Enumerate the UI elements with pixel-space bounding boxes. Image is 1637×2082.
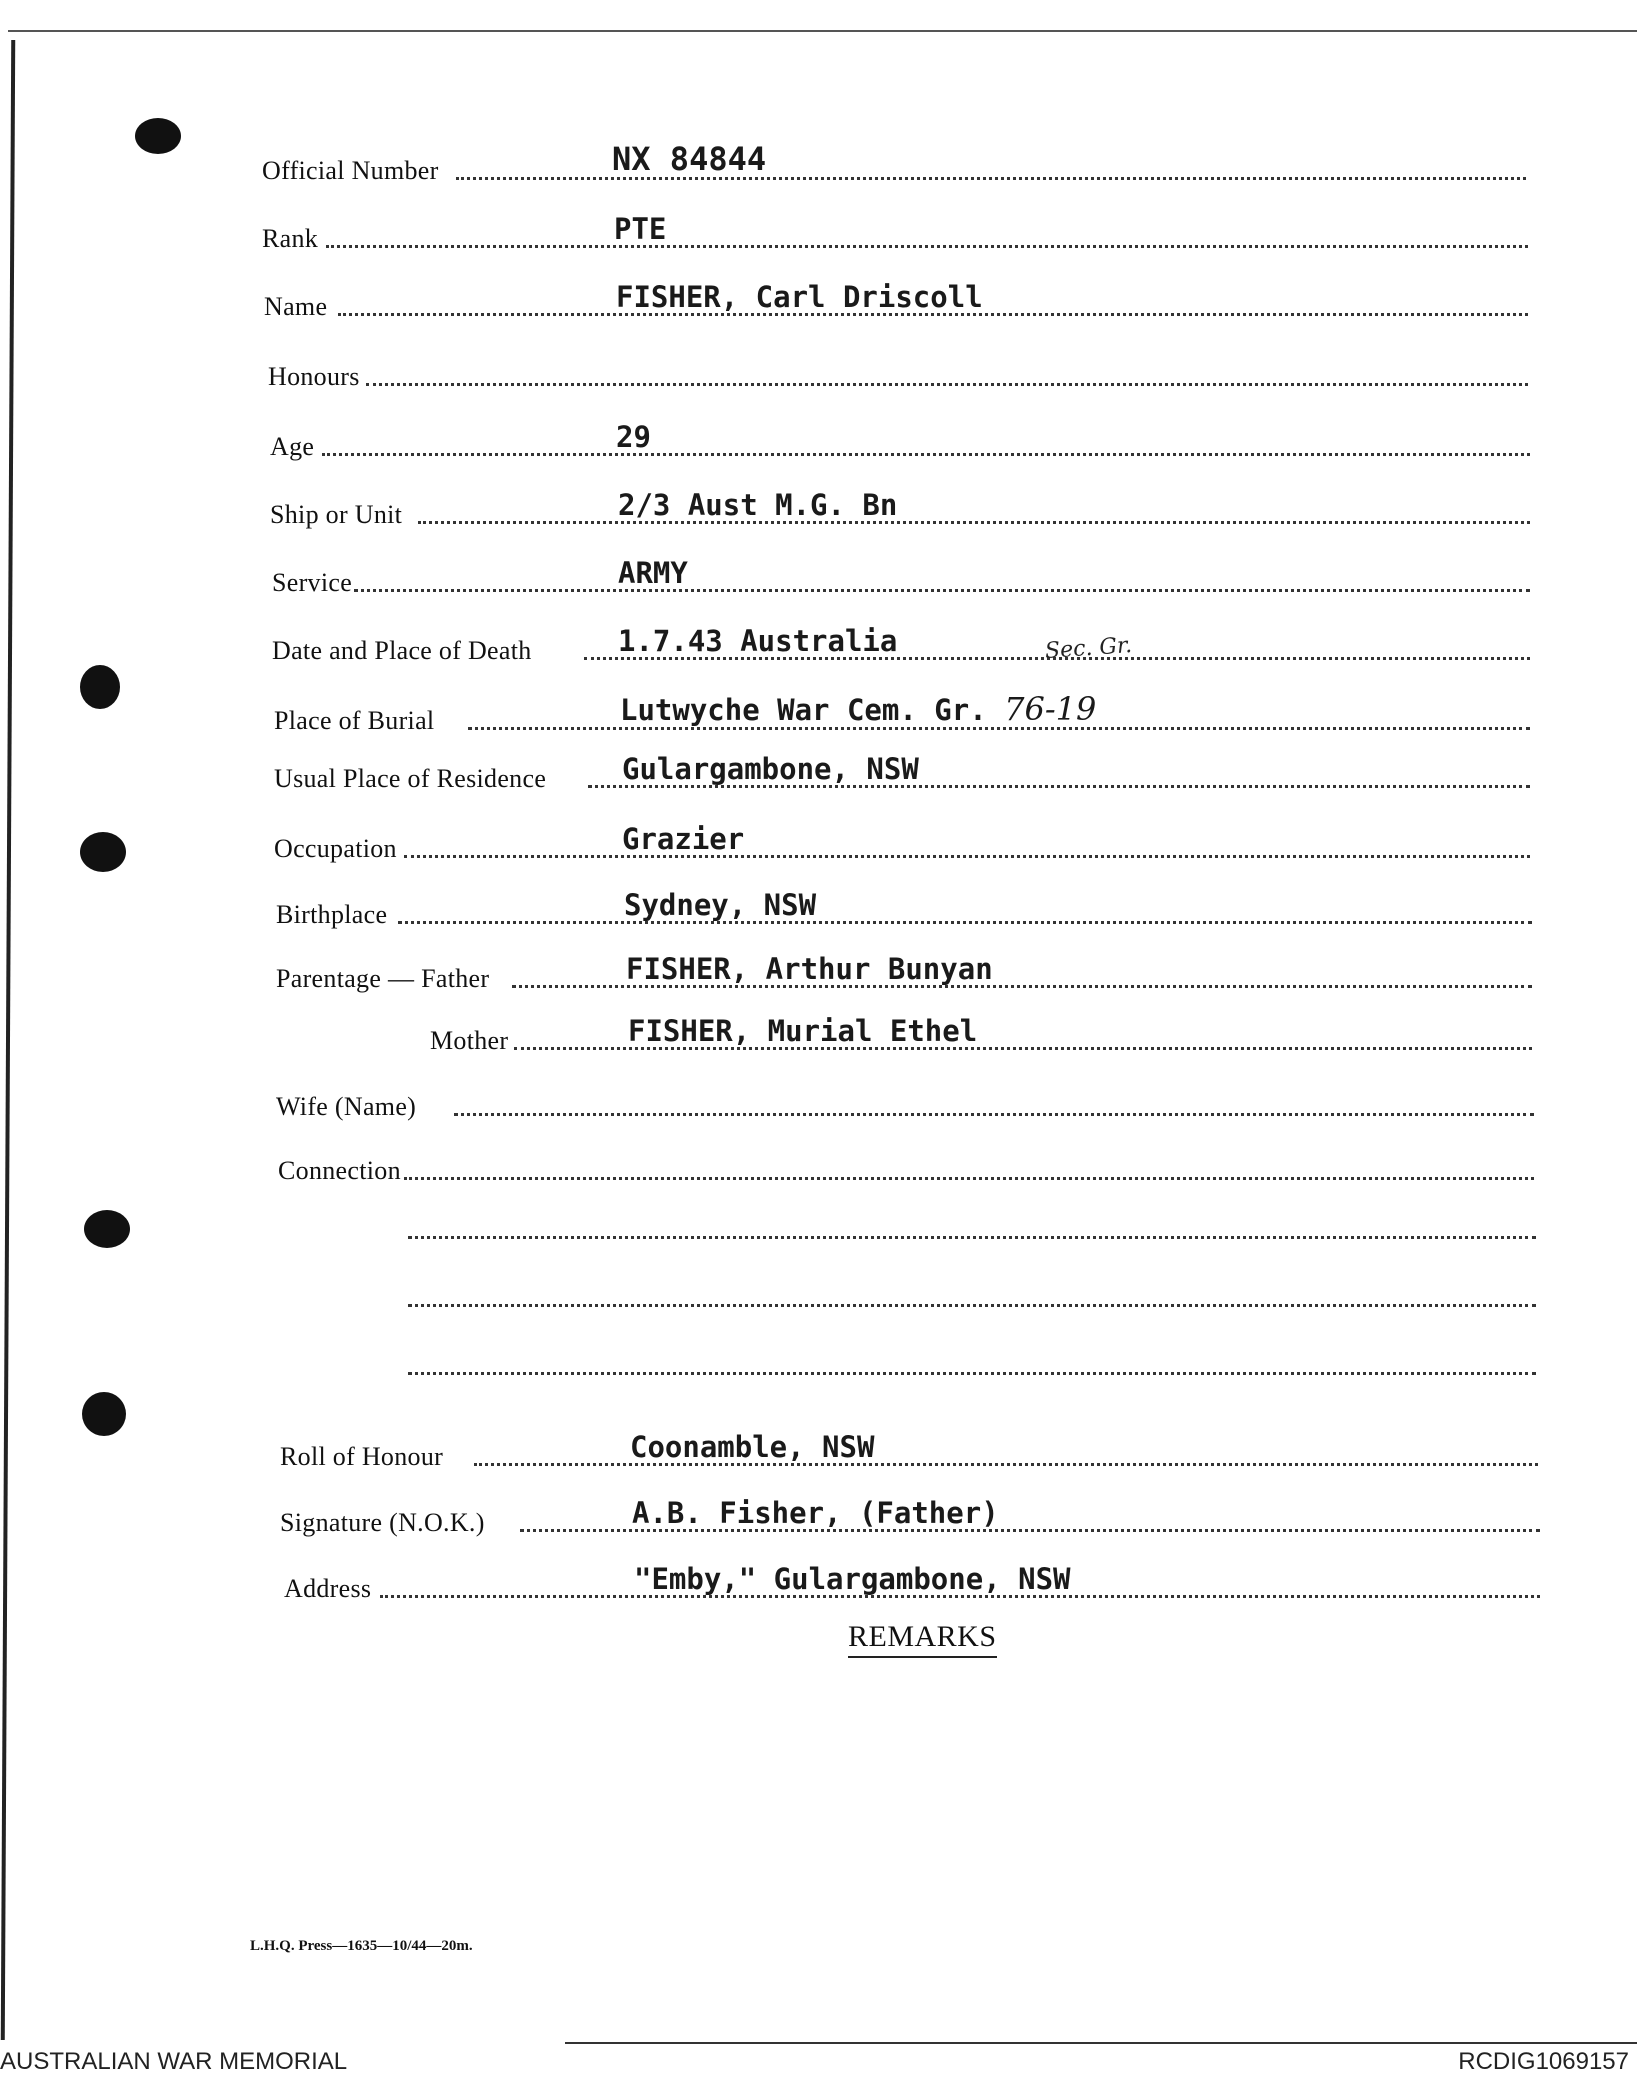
footer-archive-name: AUSTRALIAN WAR MEMORIAL	[0, 2048, 348, 2075]
field-value: NX 84844	[612, 140, 767, 178]
field-value: FISHER, Murial Ethel	[628, 1014, 978, 1048]
field-official-number	[0, 132, 1637, 192]
footer-record-id: RCDIG1069157	[1458, 2048, 1629, 2075]
field-label: Connection	[278, 1156, 401, 1185]
field-value: A.B. Fisher, (Father)	[632, 1496, 999, 1530]
field-value: Grazier	[622, 822, 745, 856]
field-value: "Emby," Gulargambone, NSW	[634, 1562, 1071, 1596]
field-label: Honours	[268, 362, 360, 391]
field-value: FISHER, Arthur Bunyan	[626, 952, 993, 986]
field-honours	[0, 338, 1637, 398]
field-place-of-burial	[0, 682, 1637, 742]
field-label: Place of Burial	[274, 706, 435, 735]
field-value: Gulargambone, NSW	[622, 752, 919, 786]
field-value: Coonamble, NSW	[630, 1430, 875, 1464]
field-dotted-line	[404, 855, 1530, 858]
remarks-heading: REMARKS	[848, 1620, 997, 1658]
field-parentage-mother	[0, 1002, 1637, 1062]
field-value-typed: Lutwyche War Cem. Gr.	[620, 693, 987, 727]
field-label: Date and Place of Death	[272, 636, 532, 665]
field-parentage-father	[0, 940, 1637, 1000]
field-label: Occupation	[274, 834, 397, 863]
field-value	[620, 690, 1096, 728]
page-top-edge	[8, 30, 1637, 32]
field-label: Parentage — Father	[276, 964, 490, 993]
field-label: Usual Place of Residence	[274, 764, 547, 793]
field-address	[0, 1550, 1637, 1610]
field-value: 1.7.43 Australia	[618, 624, 898, 658]
field-age	[0, 408, 1637, 468]
connection-extra-line	[408, 1372, 1536, 1375]
field-dotted-line	[404, 1177, 1534, 1180]
punch-hole	[84, 1210, 130, 1248]
field-date-place-of-death	[0, 612, 1637, 672]
field-dotted-line	[418, 521, 1530, 524]
field-rank	[0, 200, 1637, 260]
field-dotted-line	[326, 245, 1528, 248]
field-label: Service	[272, 568, 353, 597]
footer-rule	[565, 2042, 1637, 2044]
handwritten-annotation: Sec. Gr.	[1044, 632, 1133, 665]
field-dotted-line	[354, 589, 1530, 592]
field-label: Signature (N.O.K.)	[280, 1508, 485, 1537]
field-signature-nok	[0, 1484, 1637, 1544]
field-value: PTE	[614, 212, 667, 246]
field-service	[0, 544, 1637, 604]
field-dotted-line	[322, 453, 1530, 456]
connection-extra-line	[408, 1236, 1536, 1239]
field-dotted-line	[366, 383, 1528, 386]
field-label: Rank	[262, 224, 319, 253]
field-label: Mother	[430, 1026, 509, 1055]
field-connection	[0, 1132, 1637, 1192]
field-dotted-line	[454, 1113, 1534, 1116]
connection-extra-line	[408, 1304, 1536, 1307]
field-name	[0, 268, 1637, 328]
field-dotted-line	[398, 921, 1532, 924]
field-value: 29	[616, 420, 651, 454]
field-usual-place-of-residence	[0, 740, 1637, 800]
field-label: Wife (Name)	[276, 1092, 417, 1121]
field-birthplace	[0, 876, 1637, 936]
field-value: FISHER, Carl Driscoll	[616, 280, 983, 314]
field-value: Sydney, NSW	[624, 888, 817, 922]
field-value-handwritten: 76-19	[1004, 690, 1097, 728]
print-code: L.H.Q. Press—1635—10/44—20m.	[250, 1938, 473, 1954]
field-roll-of-honour	[0, 1418, 1637, 1478]
field-label: Birthplace	[276, 900, 388, 929]
field-occupation	[0, 810, 1637, 870]
field-label: Roll of Honour	[280, 1442, 444, 1471]
field-label: Official Number	[262, 156, 439, 185]
field-value: ARMY	[618, 556, 688, 590]
field-label: Address	[284, 1574, 372, 1603]
field-label: Age	[270, 432, 315, 461]
field-value: 2/3 Aust M.G. Bn	[618, 488, 898, 522]
field-label: Name	[264, 292, 328, 321]
field-label: Ship or Unit	[270, 500, 403, 529]
field-wife-name	[0, 1068, 1637, 1128]
field-ship-or-unit	[0, 476, 1637, 536]
